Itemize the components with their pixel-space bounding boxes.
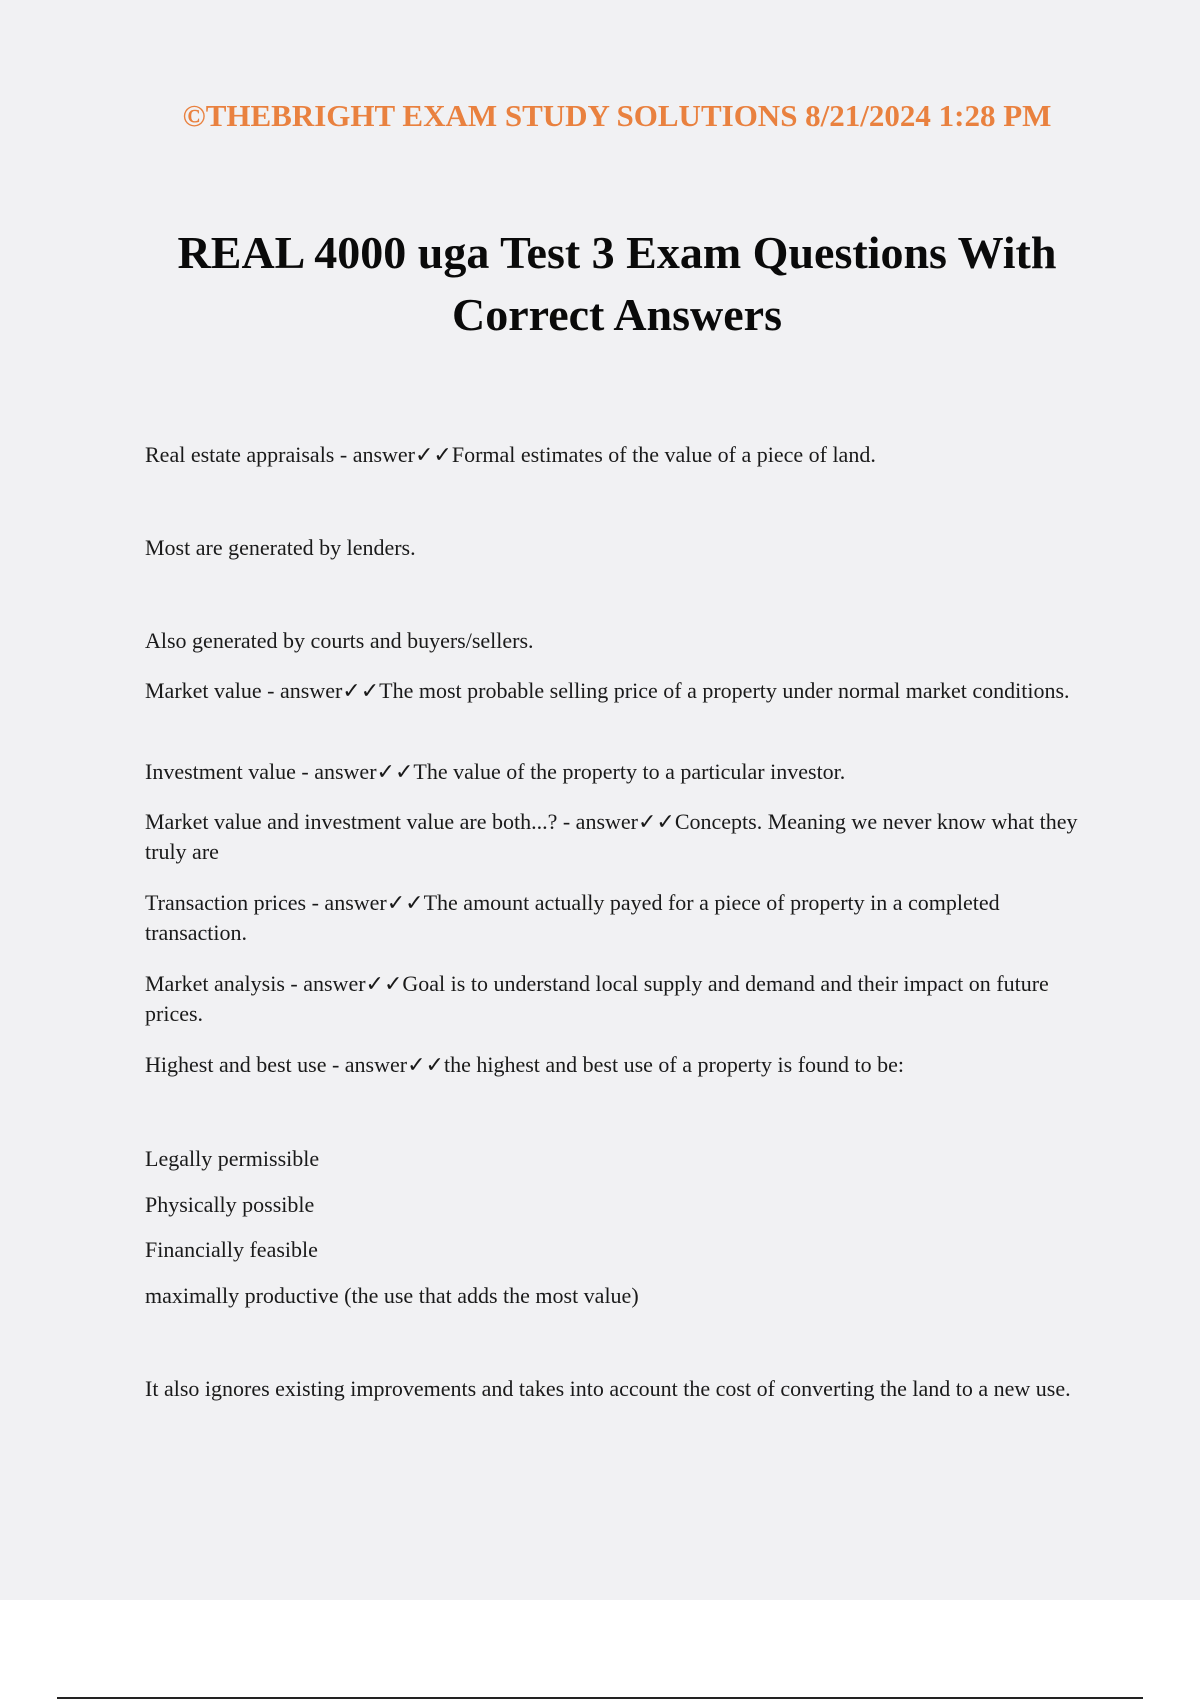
next-page-divider	[57, 1697, 1143, 1699]
document-title: REAL 4000 uga Test 3 Exam Questions With Correct Answers	[177, 227, 1057, 340]
body-line: Market value - answer✓✓The most probable selling price of a property under normal market conditions.	[145, 678, 1070, 703]
body-line: Market value and investment value are both...? - answer✓✓Concepts. Meaning we never know what they truly are	[145, 809, 1078, 864]
body-line: Investment value - answer✓✓The value of the property to a particular investor.	[145, 759, 846, 784]
list-item: Legally permissible	[145, 1146, 320, 1171]
page-gap	[0, 1600, 1200, 1700]
body-line: Transaction prices - answer✓✓The amount actually payed for a piece of property in a completed transaction.	[145, 890, 1000, 945]
body-line: Real estate appraisals - answer✓✓Formal estimates of the value of a piece of land.	[145, 442, 876, 467]
body-line: Market analysis - answer✓✓Goal is to understand local supply and demand and their impact on future prices.	[145, 971, 1049, 1026]
body-line: It also ignores existing improvements and takes into account the cost of converting the land to a new use.	[145, 1376, 1071, 1401]
list-item: Physically possible	[145, 1192, 315, 1217]
body-line: Also generated by courts and buyers/sellers.	[145, 628, 534, 653]
watermark-header: ©THEBRIGHT EXAM STUDY SOLUTIONS 8/21/2024 1:28 PM	[182, 98, 1052, 133]
list-item: maximally productive (the use that adds the most value)	[145, 1283, 639, 1308]
list-item: Financially feasible	[145, 1237, 318, 1262]
body-line: Highest and best use - answer✓✓the highest and best use of a property is found to be:	[145, 1052, 905, 1077]
body-line: Most are generated by lenders.	[145, 535, 416, 560]
